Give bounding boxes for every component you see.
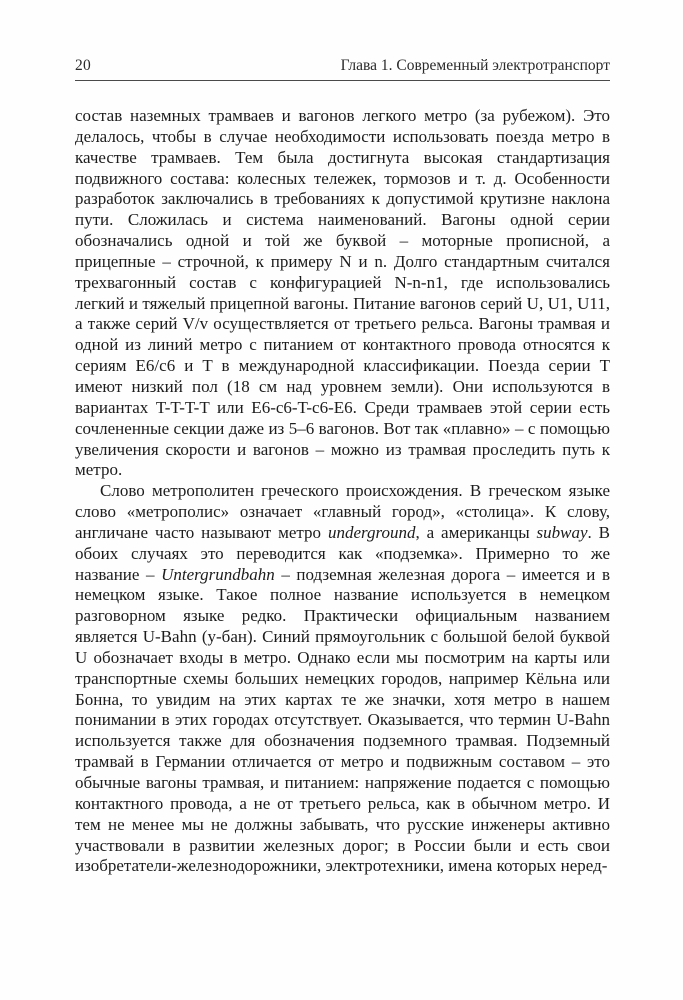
text-segment: Слово метрополитен греческого происхождения. В греческом языке слово «метрополис» означает «главный город», «столица». К слову, англичане часто называют метро — [75, 481, 610, 542]
text-segment: . В обоих случаях это переводится как «подземка». Примерно то же название – — [75, 522, 610, 584]
paragraph — [75, 481, 610, 877]
page-number: 20 — [75, 57, 91, 74]
italic-text-segment: underground — [327, 522, 416, 542]
body-text — [75, 106, 610, 877]
page-header — [75, 57, 610, 75]
italic-text-segment: subway — [536, 522, 588, 542]
header-rule — [75, 80, 610, 81]
text-segment: – подземная железная дорога – имеется и в немецком языке. Такое полное название используется в немецком разговорном языке редко. Практически официальным названием является U-Bahn (у-бан). Синий прямоугольник с большой белой буквой U обозначает входы в метро. Однако если мы посмотрим на карты или транспортные схемы больших немецких городов, например Кёльна или Бонна, то увидим на этих картах те же значки, хотя метро в нашем понимании в этих городах отсутствует. Оказывается, что термин U-Bahn используется также для обозначения подземного трамвая. Подземный трамвай в Германии отличается от метро и подвижным составом – это обычные вагоны трамвая, и питанием: напряжение подается с помощью контактного провода, а не от третьего рельса, как в обычном метро. И тем не менее мы не должны забывать, что русские инженеры активно участвовали в развитии железных дорог; в России были и есть свои изобретатели-железнодорожники, электротехники, имена которых неред- — [75, 564, 610, 876]
text-segment: , а американцы — [415, 522, 537, 542]
italic-text-segment: Untergrundbahn — [161, 564, 275, 584]
text-segment: состав наземных трамваев и вагонов легкого метро (за рубежом). Это делалось, чтобы в случае необходимости использовать поезда метро в качестве трамваев. Тем была достигнута высокая стандартизация подвижного состава: колесных тележек, тормозов и т. д. Особенности разработок заключались в требованиях к допустимой крутизне наклона пути. Сложилась и система наименований. Вагоны одной серии обозначались одной и той же буквой – моторные прописной, а прицепные – строчной, к примеру N и n. Долго стандартным считался трехвагонный состав с конфигурацией N-n-n1, где использовались легкий и тяжелый прицепной вагоны. Питание вагонов серий U, U1, U11, а также серий V/v осуществляется от третьего рельса. Вагоны трамвая и одной из линий метро с питанием от контактного провода относятся к сериям E6/с6 и T в международной классификации. Поезда серии T имеют низкий пол (18 см над уровнем земли). Они используются в вариантах T-T-T-T или E6-с6-T-с6-E6. Среди трамваев этой серии есть сочлененные секции даже из 5–6 вагонов. Вот так «плавно» – с помощью увеличения скорости и вагонов – можно из трамвая проследить путь к метро. — [75, 106, 610, 480]
paragraph — [75, 106, 610, 481]
chapter-title: Глава 1. Современный электротранспорт — [340, 57, 610, 74]
